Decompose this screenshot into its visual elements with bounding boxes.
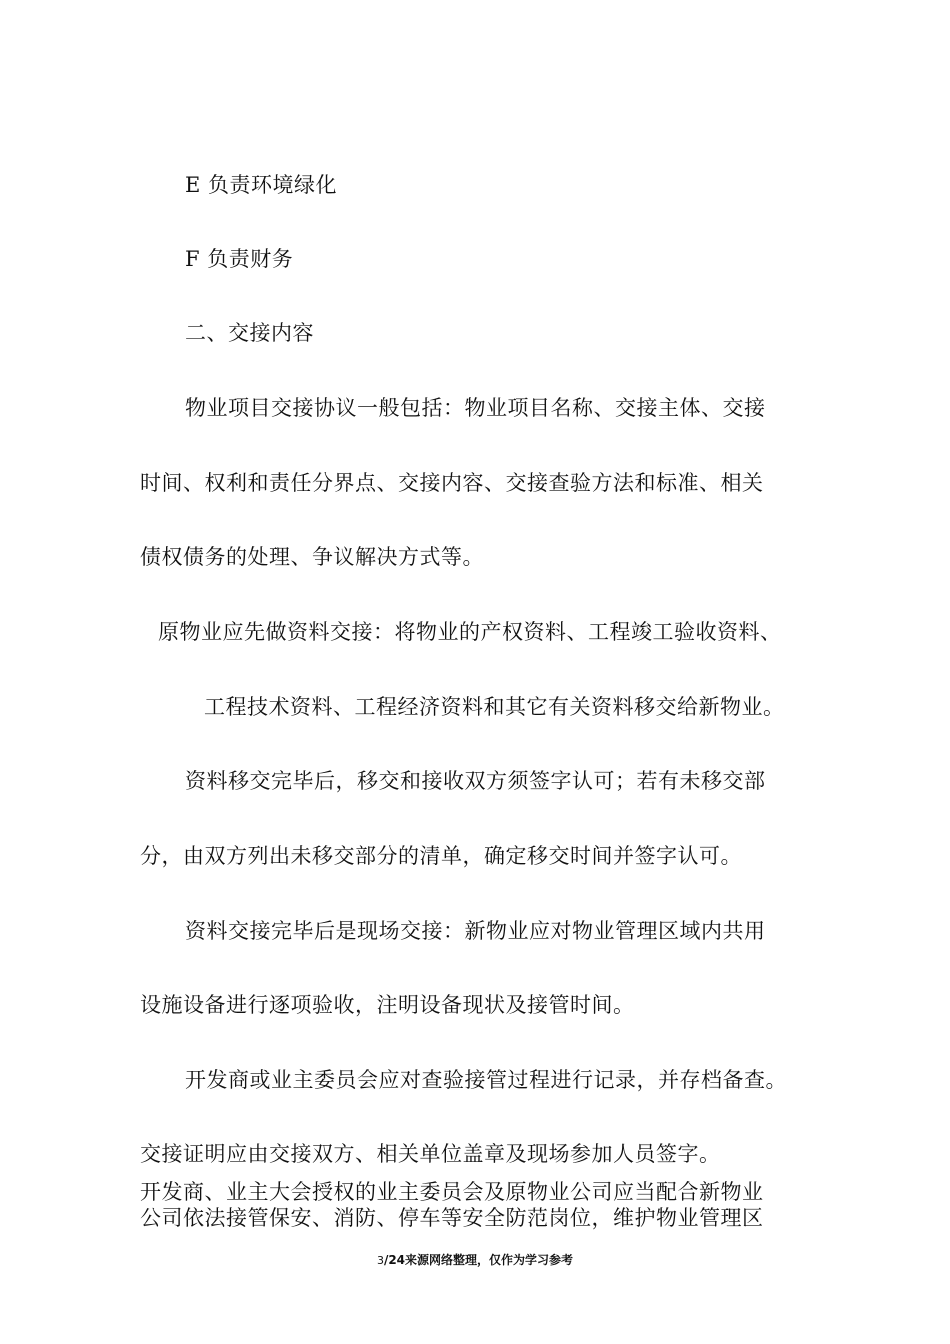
- footer-note: 来源网络整理，仅作为学习参考: [405, 1253, 574, 1267]
- paragraph-line: 开发商或业主委员会应对查验接管过程进行记录，并存档备查。: [185, 1068, 787, 1092]
- section-heading: 二、交接内容: [185, 321, 314, 345]
- page-number-current: 3: [376, 1254, 384, 1267]
- paragraph-line: 时间、权利和责任分界点、交接内容、交接查验方法和标准、相关: [140, 471, 764, 495]
- line-item-e: E 负责环境绿化: [185, 173, 338, 197]
- paragraph-line: 分，由双方列出未移交部分的清单，确定移交时间并签字认可。: [140, 844, 742, 868]
- page-footer: [0, 1252, 950, 1269]
- paragraph-line: 原物业应先做资料交接：将物业的产权资料、工程竣工验收资料、: [158, 620, 782, 644]
- paragraph-line: 工程技术资料、工程经济资料和其它有关资料移交给新物业。: [204, 695, 785, 719]
- paragraph-line: 开发商、业主大会授权的业主委员会及原物业公司应当配合新物业: [140, 1180, 764, 1204]
- paragraph-line: 物业项目交接协议一般包括：物业项目名称、交接主体、交接: [185, 396, 766, 420]
- paragraph-line: 设施设备进行逐项验收，注明设备现状及接管时间。: [140, 993, 635, 1017]
- paragraph-line: 资料交接完毕后是现场交接：新物业应对物业管理区域内共用: [185, 919, 766, 943]
- page-number-total: /24: [383, 1253, 406, 1267]
- line-item-f: F 负责财务: [185, 247, 294, 271]
- paragraph-line: 交接证明应由交接双方、相关单位盖章及现场参加人员签字。: [140, 1142, 721, 1166]
- paragraph-line: 债权债务的处理、争议解决方式等。: [140, 545, 484, 569]
- paragraph-line: 资料移交完毕后，移交和接收双方须签字认可；若有未移交部: [185, 769, 766, 793]
- paragraph-line: 公司依法接管保安、消防、停车等安全防范岗位，维护物业管理区: [140, 1206, 764, 1230]
